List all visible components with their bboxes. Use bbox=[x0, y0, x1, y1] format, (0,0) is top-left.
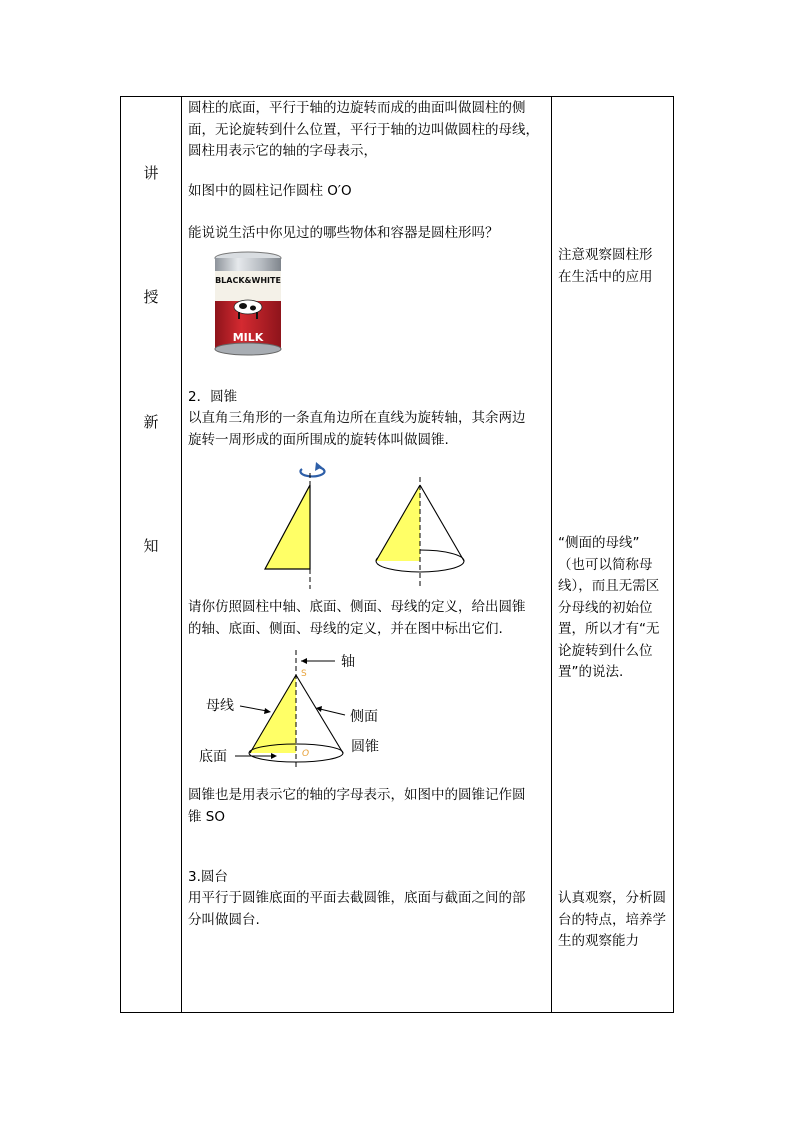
text-line: 圆柱用表示它的轴的字母表示， bbox=[188, 143, 377, 159]
note-line: 置，所以才有“无 bbox=[558, 621, 660, 637]
text-line: 请你仿照圆柱中轴、底面、侧面、母线的定义，给出圆锥 bbox=[188, 599, 526, 615]
note-line: 认真观察，分析圆 bbox=[558, 890, 666, 906]
text-line: 圆柱的底面，平行于轴的边旋转而成的曲面叫做圆柱的侧 bbox=[188, 100, 526, 116]
cylinder-definition bbox=[188, 98, 539, 163]
note-line: 分母线的初始位 bbox=[558, 599, 653, 616]
frustum-definition bbox=[188, 888, 526, 931]
side-char-jiang: 讲 bbox=[143, 164, 159, 182]
text-line: 的轴、底面、侧面、母线的定义，并在图中标出它们. bbox=[188, 620, 503, 637]
can-brand-text: BLACK&WHITE bbox=[215, 276, 281, 285]
text-line: 用平行于圆锥底面的平面去截圆锥，底面与截面之间的部 bbox=[188, 890, 526, 906]
note-line: 置”的说法. bbox=[558, 664, 624, 680]
note-line: 生的观察能力 bbox=[558, 933, 639, 949]
note-line: 线），而且无需区 bbox=[558, 578, 660, 594]
text-line: 锥 SO bbox=[188, 808, 225, 825]
note-line: 在生活中的应用 bbox=[558, 268, 653, 285]
milk-can-image bbox=[212, 251, 284, 356]
cylinder-example: 如图中的圆柱记作圆柱 O′O bbox=[188, 183, 352, 199]
frustum-heading: 3.圆台 bbox=[188, 869, 228, 885]
note-generatrix bbox=[558, 533, 672, 684]
side-char-shou: 授 bbox=[143, 288, 159, 306]
note-line: 注意观察圆柱形 bbox=[558, 247, 653, 263]
label-axis: 轴 bbox=[341, 654, 355, 670]
cone-task bbox=[188, 597, 526, 640]
note-line: 论旋转到什么位 bbox=[558, 642, 653, 659]
label-lateral: 侧面 bbox=[350, 709, 378, 725]
rotation-arrow-icon bbox=[300, 462, 324, 476]
cylinder-question: 能说说生活中你见过的哪些物体和容器是圆柱形吗？ bbox=[188, 225, 499, 241]
cone-notation bbox=[188, 785, 526, 828]
note-line: “侧面的母线” bbox=[558, 535, 640, 551]
note-line: （也可以简称母 bbox=[558, 556, 653, 573]
column-divider-left bbox=[181, 96, 182, 1013]
text-line: 以直角三角形的一条直角边所在直线为旋转轴，其余两边 bbox=[188, 410, 526, 426]
text-line: 面，无论旋转到什么位置，平行于轴的边叫做圆柱的母线， bbox=[188, 121, 539, 138]
label-generatrix: 母线 bbox=[206, 698, 234, 714]
lateral-arrow bbox=[320, 709, 345, 715]
label-base: 底面 bbox=[199, 749, 227, 765]
label-apex: S bbox=[301, 669, 307, 679]
column-divider-right bbox=[551, 96, 552, 1013]
note-frustum-observation bbox=[558, 888, 672, 953]
cone-heading: 2．圆锥 bbox=[188, 389, 238, 405]
labeled-cone-right-edge bbox=[296, 675, 343, 753]
cone-definition bbox=[188, 408, 526, 451]
cone-formation-diagram bbox=[250, 455, 480, 595]
text-line: 分叫做圆台. bbox=[188, 911, 260, 928]
generatrix-arrow bbox=[240, 706, 267, 711]
right-triangle bbox=[265, 485, 310, 569]
labeled-cone-diagram bbox=[195, 645, 395, 775]
side-char-xin: 新 bbox=[143, 413, 159, 431]
side-char-zhi: 知 bbox=[143, 537, 159, 555]
text-line: 旋转一周形成的面所围成的旋转体叫做圆锥. bbox=[188, 431, 449, 448]
text-line: 圆锥也是用表示它的轴的字母表示，如图中的圆锥记作圆 bbox=[188, 787, 526, 803]
note-cylinder-application bbox=[558, 245, 672, 288]
label-center: O bbox=[302, 749, 310, 759]
label-cone: 圆锥 bbox=[351, 739, 379, 755]
note-line: 台的特点，培养学 bbox=[558, 911, 666, 928]
can-product-text: MILK bbox=[232, 331, 264, 344]
